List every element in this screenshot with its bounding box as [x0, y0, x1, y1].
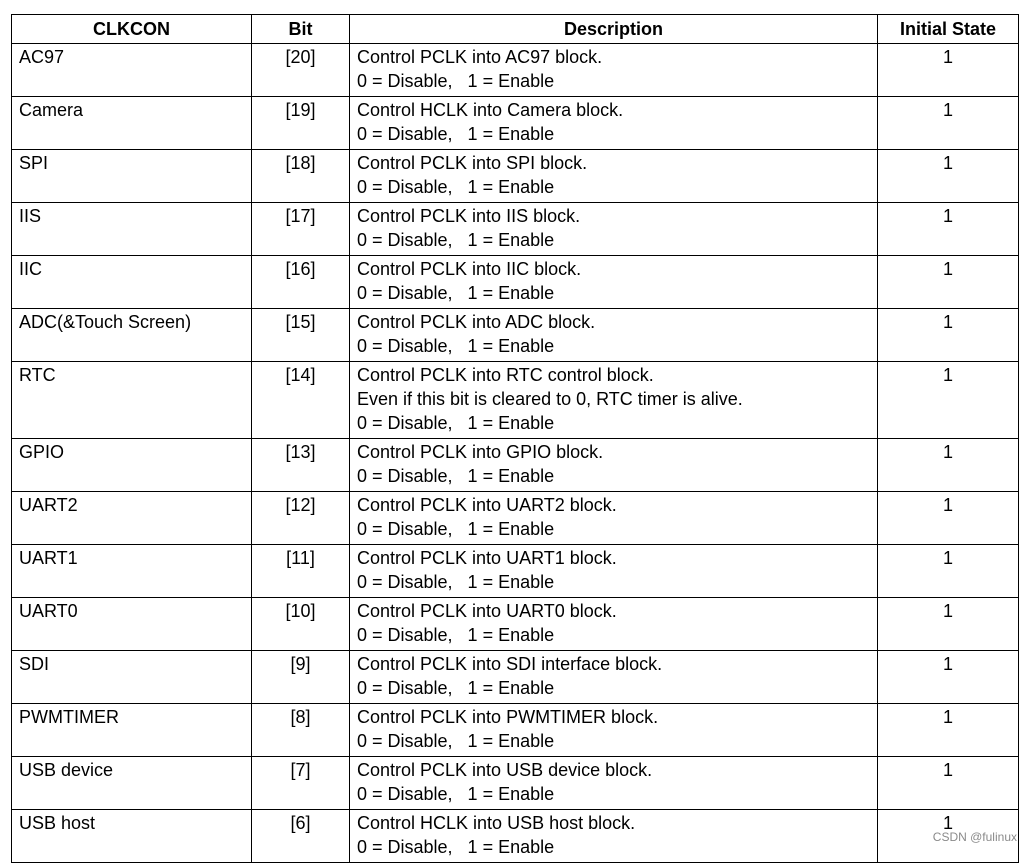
cell-bit: [16]	[252, 256, 350, 309]
cell-description	[350, 651, 878, 704]
description-line: 0 = Disable, 1 = Enable	[357, 784, 555, 804]
cell-bit: [6]	[252, 810, 350, 863]
cell-clkcon-name: IIC	[12, 256, 252, 309]
table-row	[12, 97, 1019, 150]
description-line: 0 = Disable, 1 = Enable	[357, 124, 555, 144]
description-line: Control PCLK into AC97 block.	[357, 47, 603, 67]
description-line: Control PCLK into IIS block.	[357, 206, 581, 226]
table-header-row	[12, 15, 1019, 44]
cell-description	[350, 150, 878, 203]
cell-description	[350, 97, 878, 150]
table-row	[12, 757, 1019, 810]
cell-initial-state: 1	[878, 757, 1019, 810]
table-row	[12, 492, 1019, 545]
cell-clkcon-name: UART2	[12, 492, 252, 545]
description-line: Control PCLK into ADC block.	[357, 312, 596, 332]
cell-bit: [20]	[252, 44, 350, 97]
cell-description	[350, 309, 878, 362]
description-line: 0 = Disable, 1 = Enable	[357, 519, 555, 539]
cell-description	[350, 757, 878, 810]
description-line: 0 = Disable, 1 = Enable	[357, 731, 555, 751]
cell-bit: [11]	[252, 545, 350, 598]
cell-description	[350, 704, 878, 757]
description-line: Control PCLK into USB device block.	[357, 760, 653, 780]
watermark: CSDN @fulinux	[932, 830, 1017, 844]
table-body	[12, 44, 1019, 863]
cell-clkcon-name: GPIO	[12, 439, 252, 492]
header-description: Description	[350, 15, 878, 44]
cell-initial-state: 1	[878, 44, 1019, 97]
description-line: 0 = Disable, 1 = Enable	[357, 336, 555, 356]
cell-clkcon-name: ADC(&Touch Screen)	[12, 309, 252, 362]
cell-bit: [7]	[252, 757, 350, 810]
table-row	[12, 651, 1019, 704]
cell-bit: [10]	[252, 598, 350, 651]
cell-bit: [12]	[252, 492, 350, 545]
description-line: Control PCLK into SPI block.	[357, 153, 588, 173]
cell-clkcon-name: PWMTIMER	[12, 704, 252, 757]
description-line: 0 = Disable, 1 = Enable	[357, 230, 555, 250]
cell-clkcon-name: UART0	[12, 598, 252, 651]
description-line: Control PCLK into IIC block.	[357, 259, 582, 279]
cell-bit: [8]	[252, 704, 350, 757]
cell-clkcon-name: UART1	[12, 545, 252, 598]
table-row	[12, 256, 1019, 309]
cell-initial-state: 1	[878, 651, 1019, 704]
description-line: 0 = Disable, 1 = Enable	[357, 413, 555, 433]
cell-clkcon-name: USB host	[12, 810, 252, 863]
header-bit: Bit	[252, 15, 350, 44]
cell-description	[350, 362, 878, 439]
description-line: Control PCLK into RTC control block.	[357, 365, 654, 385]
description-line: 0 = Disable, 1 = Enable	[357, 837, 555, 857]
cell-initial-state: 1	[878, 150, 1019, 203]
cell-description	[350, 439, 878, 492]
table-row	[12, 704, 1019, 757]
description-line: Control PCLK into UART2 block.	[357, 495, 617, 515]
cell-initial-state: 1	[878, 203, 1019, 256]
table-row	[12, 439, 1019, 492]
cell-bit: [14]	[252, 362, 350, 439]
cell-initial-state: 1	[878, 810, 1019, 863]
cell-clkcon-name: RTC	[12, 362, 252, 439]
description-line: Control PCLK into GPIO block.	[357, 442, 604, 462]
header-initial-state: Initial State	[878, 15, 1019, 44]
cell-bit: [15]	[252, 309, 350, 362]
description-line: Control PCLK into UART0 block.	[357, 601, 617, 621]
cell-clkcon-name: SPI	[12, 150, 252, 203]
cell-initial-state: 1	[878, 545, 1019, 598]
description-line: Control HCLK into Camera block.	[357, 100, 624, 120]
cell-clkcon-name: IIS	[12, 203, 252, 256]
cell-bit: [17]	[252, 203, 350, 256]
table-row	[12, 362, 1019, 439]
cell-clkcon-name: USB device	[12, 757, 252, 810]
table-row	[12, 810, 1019, 863]
description-line: Control HCLK into USB host block.	[357, 813, 636, 833]
cell-initial-state: 1	[878, 309, 1019, 362]
table-row	[12, 44, 1019, 97]
header-clkcon: CLKCON	[12, 15, 252, 44]
cell-initial-state: 1	[878, 439, 1019, 492]
description-line: Even if this bit is cleared to 0, RTC timer is alive.	[357, 389, 743, 409]
cell-initial-state: 1	[878, 256, 1019, 309]
description-line: 0 = Disable, 1 = Enable	[357, 71, 555, 91]
clkcon-register-table	[11, 14, 1019, 863]
table-row	[12, 545, 1019, 598]
cell-clkcon-name: AC97	[12, 44, 252, 97]
cell-bit: [18]	[252, 150, 350, 203]
cell-initial-state: 1	[878, 97, 1019, 150]
description-line: 0 = Disable, 1 = Enable	[357, 625, 555, 645]
description-line: 0 = Disable, 1 = Enable	[357, 466, 555, 486]
cell-clkcon-name: SDI	[12, 651, 252, 704]
description-line: 0 = Disable, 1 = Enable	[357, 572, 555, 592]
cell-bit: [9]	[252, 651, 350, 704]
cell-description	[350, 44, 878, 97]
description-line: 0 = Disable, 1 = Enable	[357, 283, 555, 303]
cell-initial-state: 1	[878, 598, 1019, 651]
table-row	[12, 150, 1019, 203]
table-row	[12, 309, 1019, 362]
cell-description	[350, 810, 878, 863]
cell-description	[350, 203, 878, 256]
cell-description	[350, 256, 878, 309]
description-line: Control PCLK into SDI interface block.	[357, 654, 663, 674]
description-line: Control PCLK into UART1 block.	[357, 548, 617, 568]
description-line: Control PCLK into PWMTIMER block.	[357, 707, 659, 727]
cell-bit: [13]	[252, 439, 350, 492]
description-line: 0 = Disable, 1 = Enable	[357, 177, 555, 197]
cell-bit: [19]	[252, 97, 350, 150]
cell-description	[350, 492, 878, 545]
cell-description	[350, 545, 878, 598]
table-row	[12, 203, 1019, 256]
cell-description	[350, 598, 878, 651]
cell-clkcon-name: Camera	[12, 97, 252, 150]
cell-initial-state: 1	[878, 362, 1019, 439]
cell-initial-state: 1	[878, 704, 1019, 757]
description-line: 0 = Disable, 1 = Enable	[357, 678, 555, 698]
table-row	[12, 598, 1019, 651]
cell-initial-state: 1	[878, 492, 1019, 545]
